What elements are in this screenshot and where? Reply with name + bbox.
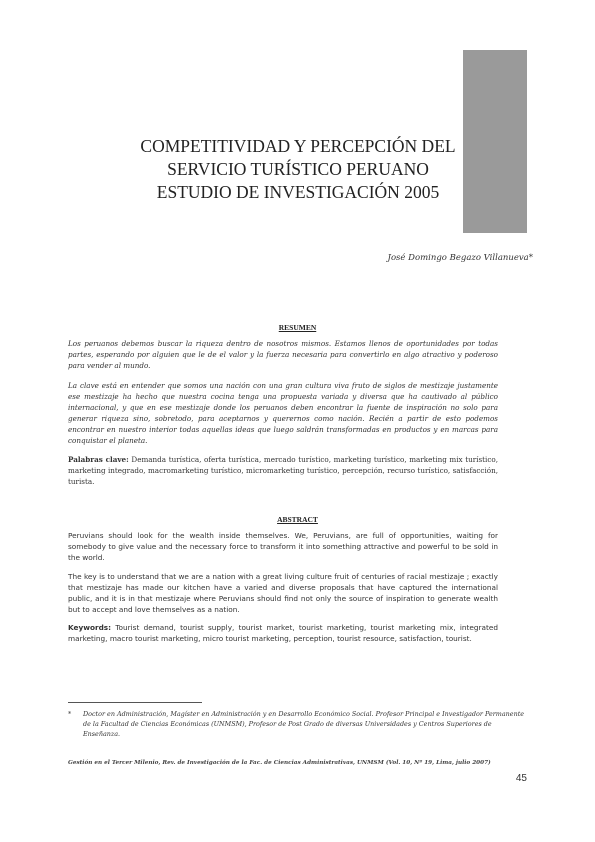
article-title (108, 135, 488, 204)
title-line-1: COMPETITIVIDAD Y PERCEPCIÓN DEL (140, 136, 456, 156)
title-line-2: SERVICIO TURÍSTICO PERUANO (167, 159, 429, 179)
abstract-heading: ABSTRACT (277, 515, 318, 524)
footnote-divider (68, 702, 202, 703)
title-line-3: ESTUDIO DE INVESTIGACIÓN 2005 (156, 182, 440, 202)
keywords-text-en: Tourist demand, tourist supply, tourist market, tourist marketing, tourist marketing mix, integrated marketing, macro tourist marketing, micro tourist marketing, perception, tourist resource, satisfaction, tourist. (68, 623, 498, 643)
abstract-keywords (68, 622, 498, 644)
keywords-label-en: Keywords: (68, 623, 112, 632)
resumen-paragraph-2: La clave está en entender que somos una nación con una gran cultura viva fruto de siglos de mestizaje justamente ese mestizaje ha hecho que nuestra cocina tenga una propuesta variada y diversa que ha cautivado al público internacional, y que en ese mestizaje donde los peruanos deben encontrar la fuente de inspiración no solo para generar riqueza sino, sobretodo, para aceptarnos y querernos como nación. Recién a partir de esto podemos encontrar en nuestro interior todas aquellas ideas que luego saldrán transformadas en productos y en marcas para conquistar el planeta. (68, 381, 498, 445)
resumen-heading: RESUMEN (278, 323, 317, 332)
page-number: 45 (515, 773, 527, 784)
resumen-keywords (68, 454, 498, 487)
author-name: José Domingo Begazo Villanueva* (387, 253, 533, 263)
abstract-paragraph-1: Peruvians should look for the wealth inside themselves. We, Peruvians, are full of opportunities, waiting for somebody to give value and the necessary force to transform it into something attractive and powerful to be sold in the world. (68, 531, 498, 562)
journal-citation: Gestión en el Tercer Milenio, Rev. de Investigación de la Fac. de Ciencias Administrativas, UNMSM (Vol. 10, Nº 19, Lima, julio 2007) (68, 760, 491, 766)
resumen-paragraph-1: Los peruanos debemos buscar la riqueza dentro de nosotros mismos. Estamos llenos de oportunidades por todas partes, esperando por alguien que le de el valor y la fuerza necesaria para convertirlo en algo atractivo y poderoso para vender al mundo. (68, 339, 498, 370)
footnote (68, 709, 528, 739)
footnote-text: Doctor en Administración, Magíster en Administración y en Desarrollo Económico Social. Profesor Principal e Investigador Permanente de la Facultad de Ciencias Económicas (UNMSM), Profesor de Post Grado de diversas Universidades y Centros Superiores de Enseñanza. (83, 710, 525, 738)
abstract-paragraph-2: The key is to understand that we are a nation with a great living culture fruit of centuries of racial mestizaje ; exactly that mestizaje has made our kitchen have a varied and diverse proposals that have captured the international public, and it is in that mestizaje where Peruvians should find not only the source of inspiration to generate wealth but to accept and love themselves as a nation. (68, 572, 498, 614)
keywords-text: Demanda turística, oferta turística, mercado turístico, marketing turístico, marketing mix turístico, marketing integrado, macromarketing turístico, micromarketing turístico, percepción, recurso turístico, satisfacción, turista. (68, 455, 498, 486)
footnote-mark: * (68, 710, 72, 718)
keywords-label: Palabras clave: (68, 455, 129, 464)
